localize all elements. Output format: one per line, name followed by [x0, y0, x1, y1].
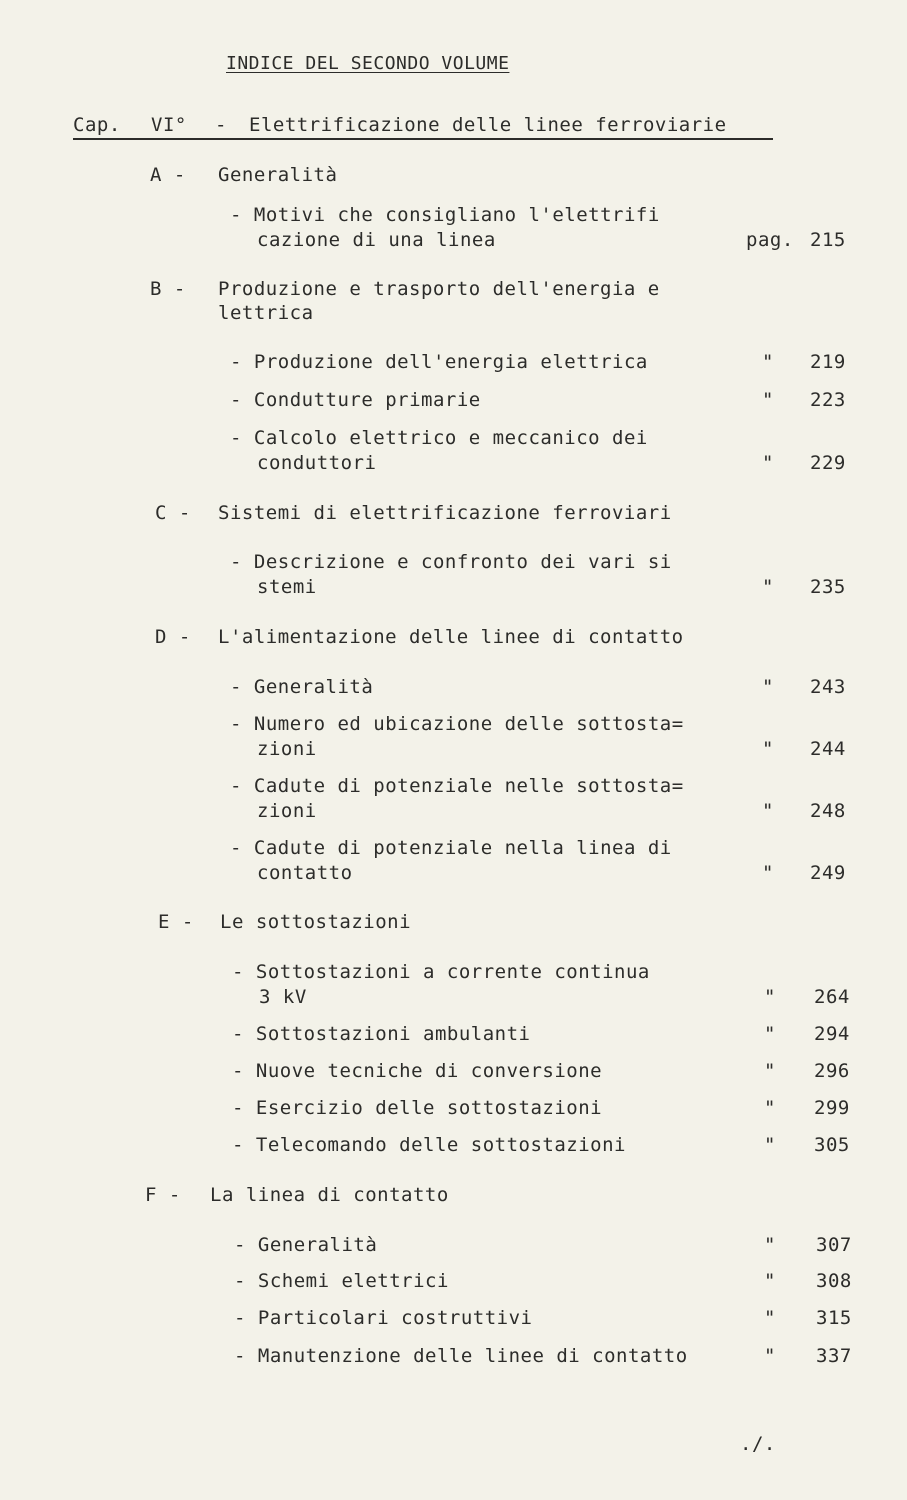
entry-line-cont: stemi — [257, 576, 317, 598]
entry-mark: " — [762, 676, 774, 698]
section-title-f: La linea di contatto — [210, 1184, 449, 1206]
entry-mark: " — [764, 1060, 776, 1082]
entry-page: 296 — [814, 1060, 850, 1082]
entry-page: 244 — [810, 738, 846, 760]
entry-page: 299 — [814, 1097, 850, 1119]
entry-page: 235 — [810, 576, 846, 598]
entry-mark: " — [764, 1234, 776, 1256]
page-title: INDICE DEL SECONDO VOLUME — [226, 53, 510, 74]
section-title-d: L'alimentazione delle linee di contatto — [218, 626, 684, 648]
entry-mark: " — [764, 1134, 776, 1156]
entry-page: 305 — [814, 1134, 850, 1156]
section-letter-f: F - — [145, 1184, 181, 1206]
section-title-a: Generalità — [218, 164, 338, 186]
entry-line: - Sottostazioni a corrente continua — [232, 961, 650, 983]
entry-line-cont: 3 kV — [259, 986, 307, 1008]
entry-page: 307 — [816, 1234, 852, 1256]
entry-line: - Generalità — [234, 1234, 378, 1256]
entry-mark: " — [762, 862, 774, 884]
entry-line: - Descrizione e confronto dei vari si — [230, 551, 672, 573]
entry-page: 315 — [816, 1307, 852, 1329]
chapter-title: Elettrificazione delle linee ferroviarie — [249, 114, 727, 136]
section-letter-b: B - — [150, 278, 186, 300]
entry-mark: " — [764, 1270, 776, 1292]
entry-line-cont: zioni — [257, 738, 317, 760]
entry-line-cont: conduttori — [257, 452, 377, 474]
entry-page: 294 — [814, 1023, 850, 1045]
entry-line: - Produzione dell'energia elettrica — [230, 351, 648, 373]
entry-page: 249 — [810, 862, 846, 884]
chapter-heading — [73, 113, 773, 140]
entry-page: 215 — [810, 229, 846, 251]
entry-page: 223 — [810, 389, 846, 411]
entry-line-cont: contatto — [257, 862, 353, 884]
entry-line-cont: cazione di una linea — [257, 229, 496, 251]
entry-page: 248 — [810, 800, 846, 822]
entry-page: 337 — [816, 1345, 852, 1367]
entry-line: - Cadute di potenziale nella linea di — [230, 837, 672, 859]
section-letter-e: E - — [158, 911, 194, 933]
entry-page: 229 — [810, 452, 846, 474]
entry-mark: " — [762, 389, 774, 411]
entry-mark: " — [764, 1023, 776, 1045]
entry-page: 243 — [810, 676, 846, 698]
entry-line: - Sottostazioni ambulanti — [232, 1023, 531, 1045]
entry-line: - Esercizio delle sottostazioni — [232, 1097, 603, 1119]
section-letter-c: C - — [155, 502, 191, 524]
entry-line: - Motivi che consigliano l'elettrifi — [230, 204, 660, 226]
entry-line: - Nuove tecniche di conversione — [232, 1060, 603, 1082]
entry-line: - Schemi elettrici — [234, 1270, 449, 1292]
entry-mark: pag. — [746, 229, 794, 251]
entry-page: 219 — [810, 351, 846, 373]
section-title-b-cont: lettrica — [218, 302, 314, 324]
chapter-dash: - — [215, 114, 227, 136]
continuation-mark: ./. — [740, 1433, 776, 1455]
entry-mark: " — [764, 1345, 776, 1367]
entry-line-cont: zioni — [257, 800, 317, 822]
entry-page: 264 — [814, 986, 850, 1008]
section-title-e: Le sottostazioni — [220, 911, 412, 933]
section-letter-a: A - — [150, 164, 186, 186]
entry-line: - Numero ed ubicazione delle sottosta= — [230, 713, 684, 735]
entry-mark: " — [762, 351, 774, 373]
section-title-b: Produzione e trasporto dell'energia e — [218, 278, 660, 300]
entry-page: 308 — [816, 1270, 852, 1292]
entry-mark: " — [762, 576, 774, 598]
chapter-roman: VI° — [151, 114, 187, 136]
entry-line: - Condutture primarie — [230, 389, 481, 411]
entry-mark: " — [762, 800, 774, 822]
entry-mark: " — [764, 1097, 776, 1119]
entry-line: - Telecomando delle sottostazioni — [232, 1134, 626, 1156]
entry-mark: " — [764, 986, 776, 1008]
entry-line: - Manutenzione delle linee di contatto — [234, 1345, 688, 1367]
entry-line: - Particolari costruttivi — [234, 1307, 533, 1329]
entry-line: - Cadute di potenziale nelle sottosta= — [230, 775, 684, 797]
entry-line: - Calcolo elettrico e meccanico dei — [230, 427, 648, 449]
chapter-cap: Cap. — [73, 114, 121, 136]
entry-mark: " — [762, 452, 774, 474]
section-letter-d: D - — [155, 626, 191, 648]
entry-mark: " — [764, 1307, 776, 1329]
entry-line: - Generalità — [230, 676, 374, 698]
section-title-c: Sistemi di elettrificazione ferroviari — [218, 502, 672, 524]
entry-mark: " — [762, 738, 774, 760]
